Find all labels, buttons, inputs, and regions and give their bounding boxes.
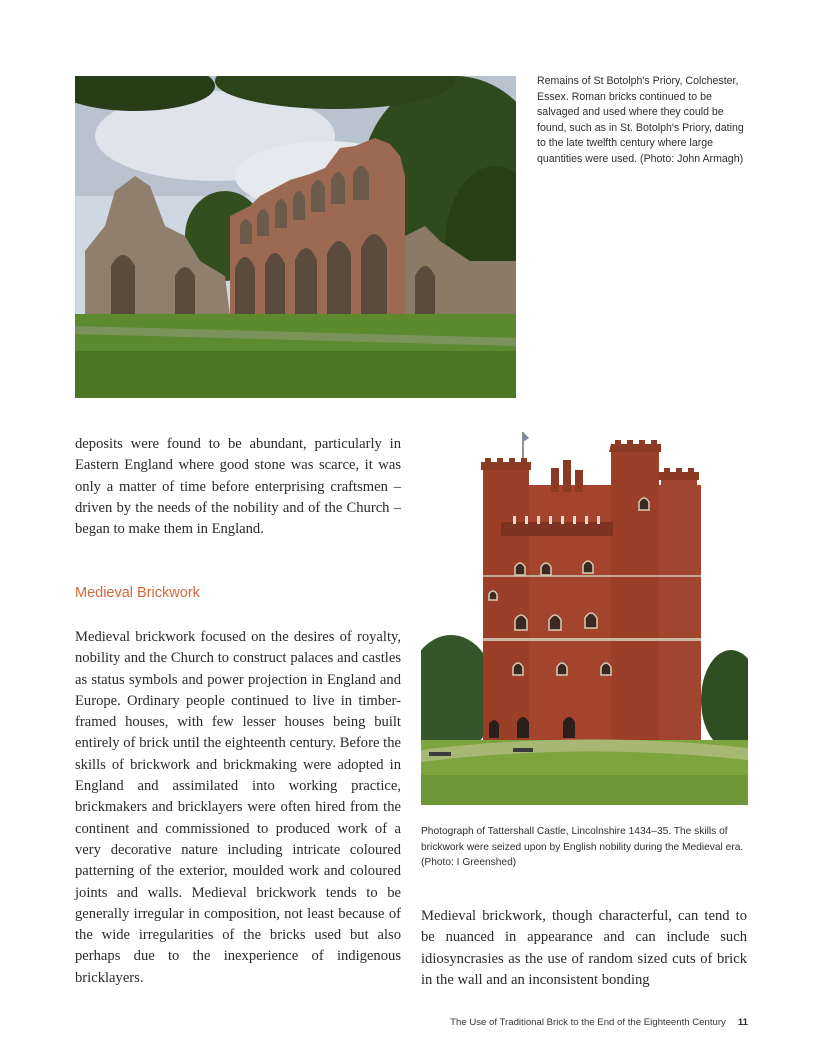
castle-caption: Photograph of Tattershall Castle, Lincolnshire 1434–35. The skills of brickwork were seized upon by English nobility during the Medieval era. (Photo: I Greenshed) <box>421 826 744 869</box>
footer-title: The Use of Traditional Brick to the End of the Eighteenth Century <box>450 1017 726 1028</box>
body-paragraph-deposits: deposits were found to be abundant, particularly in Eastern England where good stone was scarce, it was only a matter of time before enterprising craftsmen – driven by the needs of the nobility and of the Church – began to make them in England. <box>75 436 401 538</box>
castle-photo <box>421 430 748 805</box>
priory-caption: Remains of St Botolph's Priory, Colchester, Essex. Roman bricks continued to be salvaged and used where they could be found, such as in St. Botolph's Priory, dating to the late twelfth century where large quantities were used. (Photo: John Armagh) <box>537 75 744 165</box>
priory-illustration <box>75 76 516 398</box>
priory-photo <box>75 76 516 398</box>
page-footer <box>450 1017 748 1028</box>
page-number: 11 <box>737 1017 748 1028</box>
body-paragraph-right: Medieval brickwork, though characterful, can tend to be nuanced in appearance and can include such idiosyncrasies as the use of random sized cuts of brick in the wall and an inconsistent bonding <box>421 908 747 988</box>
section-heading: Medieval Brickwork <box>75 585 200 601</box>
castle-illustration <box>421 430 748 805</box>
body-paragraph-medieval: Medieval brickwork focused on the desires of royalty, nobility and the Church to construct palaces and castles as status symbols and power projection in England and Europe. Ordinary people continued to live in timber-framed houses, with few lesser houses being built entirely of brick until the eighteenth century. Before the skills of brickwork and brickmaking were adopted in England and assimilated into working practice, brickmakers and bricklayers were often hired from the continent and commissioned to produced work of a very decorative nature including intricate coloured patterning of the exterior, moulded work and coloured joints and walls. Medieval brickwork tends to be generally irregular in composition, not least because of the wide irregularities of the bricks used but also perhaps due to the inexperience of indigenous bricklayers. <box>75 629 401 986</box>
